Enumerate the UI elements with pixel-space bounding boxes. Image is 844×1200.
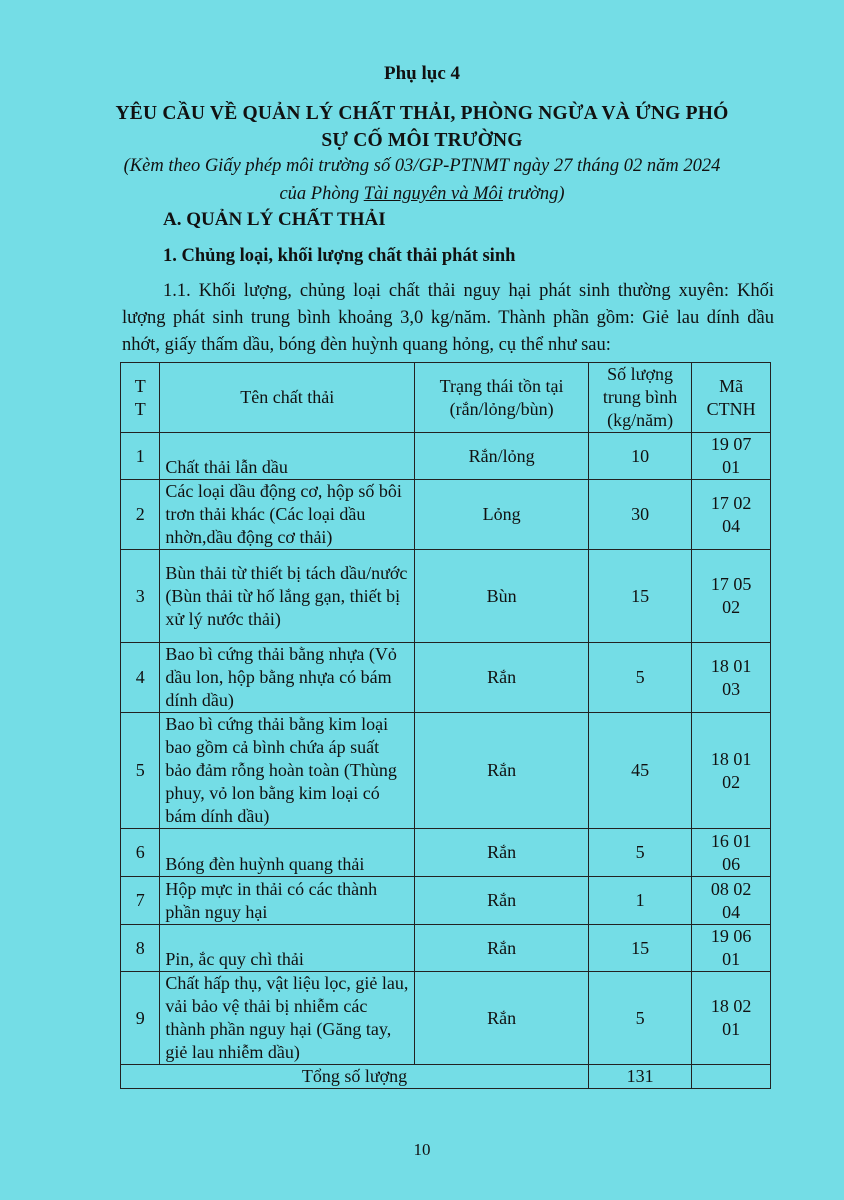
row-name: Bùn thải từ thiết bị tách dầu/nước (Bùn thải từ hố lắng gạn, thiết bị xử lý nước thải) bbox=[160, 550, 415, 643]
total-value: 131 bbox=[589, 1065, 692, 1089]
row-name: Pin, ắc quy chì thải bbox=[160, 925, 415, 972]
row-state: Rắn bbox=[415, 713, 589, 829]
header-tt: T T bbox=[121, 363, 160, 433]
row-name: Các loại dầu động cơ, hộp số bôi trơn thải khác (Các loại dầu nhờn,dầu động cơ thải) bbox=[160, 480, 415, 550]
row-state: Rắn bbox=[415, 972, 589, 1065]
header-qty: Số lượng trung bình (kg/năm) bbox=[589, 363, 692, 433]
row-name: Bao bì cứng thải bằng kim loại bao gồm cả bình chứa áp suất bảo đảm rỗng hoàn toàn (Thùng phuy, vỏ lon bằng kim loại có bám dính dầu) bbox=[160, 713, 415, 829]
table-row bbox=[121, 925, 771, 972]
row-qty: 1 bbox=[589, 877, 692, 925]
title-line-2: SỰ CỐ MÔI TRƯỜNG bbox=[321, 130, 523, 151]
header-code: Mã CTNH bbox=[692, 363, 771, 433]
table-row bbox=[121, 829, 771, 877]
row-name: Bao bì cứng thải bằng nhựa (Vỏ dầu lon, hộp bằng nhựa có bám dính dầu) bbox=[160, 643, 415, 713]
row-qty: 30 bbox=[589, 480, 692, 550]
row-code: 18 02 01 bbox=[692, 972, 771, 1065]
header-state: Trạng thái tồn tại (rắn/lỏng/bùn) bbox=[415, 363, 589, 433]
subtitle-line-2 bbox=[60, 180, 784, 208]
row-state: Rắn/lỏng bbox=[415, 433, 589, 480]
row-code: 19 06 01 bbox=[692, 925, 771, 972]
row-code: 19 07 01 bbox=[692, 433, 771, 480]
row-qty: 10 bbox=[589, 433, 692, 480]
row-code: 16 01 06 bbox=[692, 829, 771, 877]
row-code: 17 05 02 bbox=[692, 550, 771, 643]
row-state: Rắn bbox=[415, 643, 589, 713]
row-code: 08 02 04 bbox=[692, 877, 771, 925]
page-number: 10 bbox=[413, 1140, 431, 1159]
row-state: Rắn bbox=[415, 877, 589, 925]
row-state: Rắn bbox=[415, 925, 589, 972]
total-code-empty bbox=[692, 1065, 771, 1089]
row-state: Rắn bbox=[415, 829, 589, 877]
table-row bbox=[121, 713, 771, 829]
table-row bbox=[121, 877, 771, 925]
row-name: Hộp mực in thải có các thành phần nguy hại bbox=[160, 877, 415, 925]
subtitle-underlined: Tài nguyên và Môi bbox=[363, 184, 503, 204]
header-name: Tên chất thải bbox=[160, 363, 415, 433]
document-title bbox=[60, 100, 784, 154]
row-tt: 7 bbox=[121, 877, 160, 925]
table-row bbox=[121, 643, 771, 713]
section-a-heading: A. QUẢN LÝ CHẤT THẢI bbox=[163, 209, 386, 230]
section-1-heading: 1. Chủng loại, khối lượng chất thải phát sinh bbox=[163, 246, 516, 266]
row-tt: 8 bbox=[121, 925, 160, 972]
row-qty: 5 bbox=[589, 643, 692, 713]
row-tt: 1 bbox=[121, 433, 160, 480]
subtitle-post: trường) bbox=[502, 184, 565, 204]
row-qty: 15 bbox=[589, 550, 692, 643]
row-tt: 6 bbox=[121, 829, 160, 877]
row-code: 18 01 03 bbox=[692, 643, 771, 713]
table-row bbox=[121, 550, 771, 643]
row-tt: 3 bbox=[121, 550, 160, 643]
row-tt: 5 bbox=[121, 713, 160, 829]
document-subtitle bbox=[60, 152, 784, 208]
subtitle-pre: của Phòng bbox=[279, 184, 364, 204]
appendix-label: Phụ lục 4 bbox=[383, 63, 461, 84]
row-qty: 15 bbox=[589, 925, 692, 972]
title-line-1: YÊU CẦU VỀ QUẢN LÝ CHẤT THẢI, PHÒNG NGỪA VÀ ỨNG PHÓ bbox=[115, 103, 729, 124]
row-state: Lỏng bbox=[415, 480, 589, 550]
table-header-row bbox=[121, 363, 771, 433]
table-row bbox=[121, 480, 771, 550]
row-code: 17 02 04 bbox=[692, 480, 771, 550]
row-name: Chất thải lẫn dầu bbox=[160, 433, 415, 480]
hazardous-waste-table bbox=[120, 362, 771, 1089]
row-tt: 4 bbox=[121, 643, 160, 713]
row-state: Bùn bbox=[415, 550, 589, 643]
subtitle-line-1: (Kèm theo Giấy phép môi trường số 03/GP-PTNMT ngày 27 tháng 02 năm 2024 bbox=[123, 156, 721, 176]
intro-paragraph: 1.1. Khối lượng, chủng loại chất thải nguy hại phát sinh thường xuyên: Khối lượng phát sinh trung bình khoảng 3,0 kg/năm. Thành phần gồm: Giẻ lau dính dầu nhớt, giấy thấm dầu, bóng đèn huỳnh quang hỏng, cụ thể như sau: bbox=[122, 281, 774, 355]
row-name: Bóng đèn huỳnh quang thải bbox=[160, 829, 415, 877]
row-qty: 5 bbox=[589, 829, 692, 877]
row-tt: 9 bbox=[121, 972, 160, 1065]
total-label: Tổng số lượng bbox=[121, 1065, 589, 1089]
table-total-row bbox=[121, 1065, 771, 1089]
row-code: 18 01 02 bbox=[692, 713, 771, 829]
row-name: Chất hấp thụ, vật liệu lọc, giẻ lau, vải bảo vệ thải bị nhiễm các thành phần nguy hại (Găng tay, giẻ lau nhiễm dầu) bbox=[160, 972, 415, 1065]
row-qty: 45 bbox=[589, 713, 692, 829]
table-row bbox=[121, 433, 771, 480]
row-qty: 5 bbox=[589, 972, 692, 1065]
table-row bbox=[121, 972, 771, 1065]
row-tt: 2 bbox=[121, 480, 160, 550]
